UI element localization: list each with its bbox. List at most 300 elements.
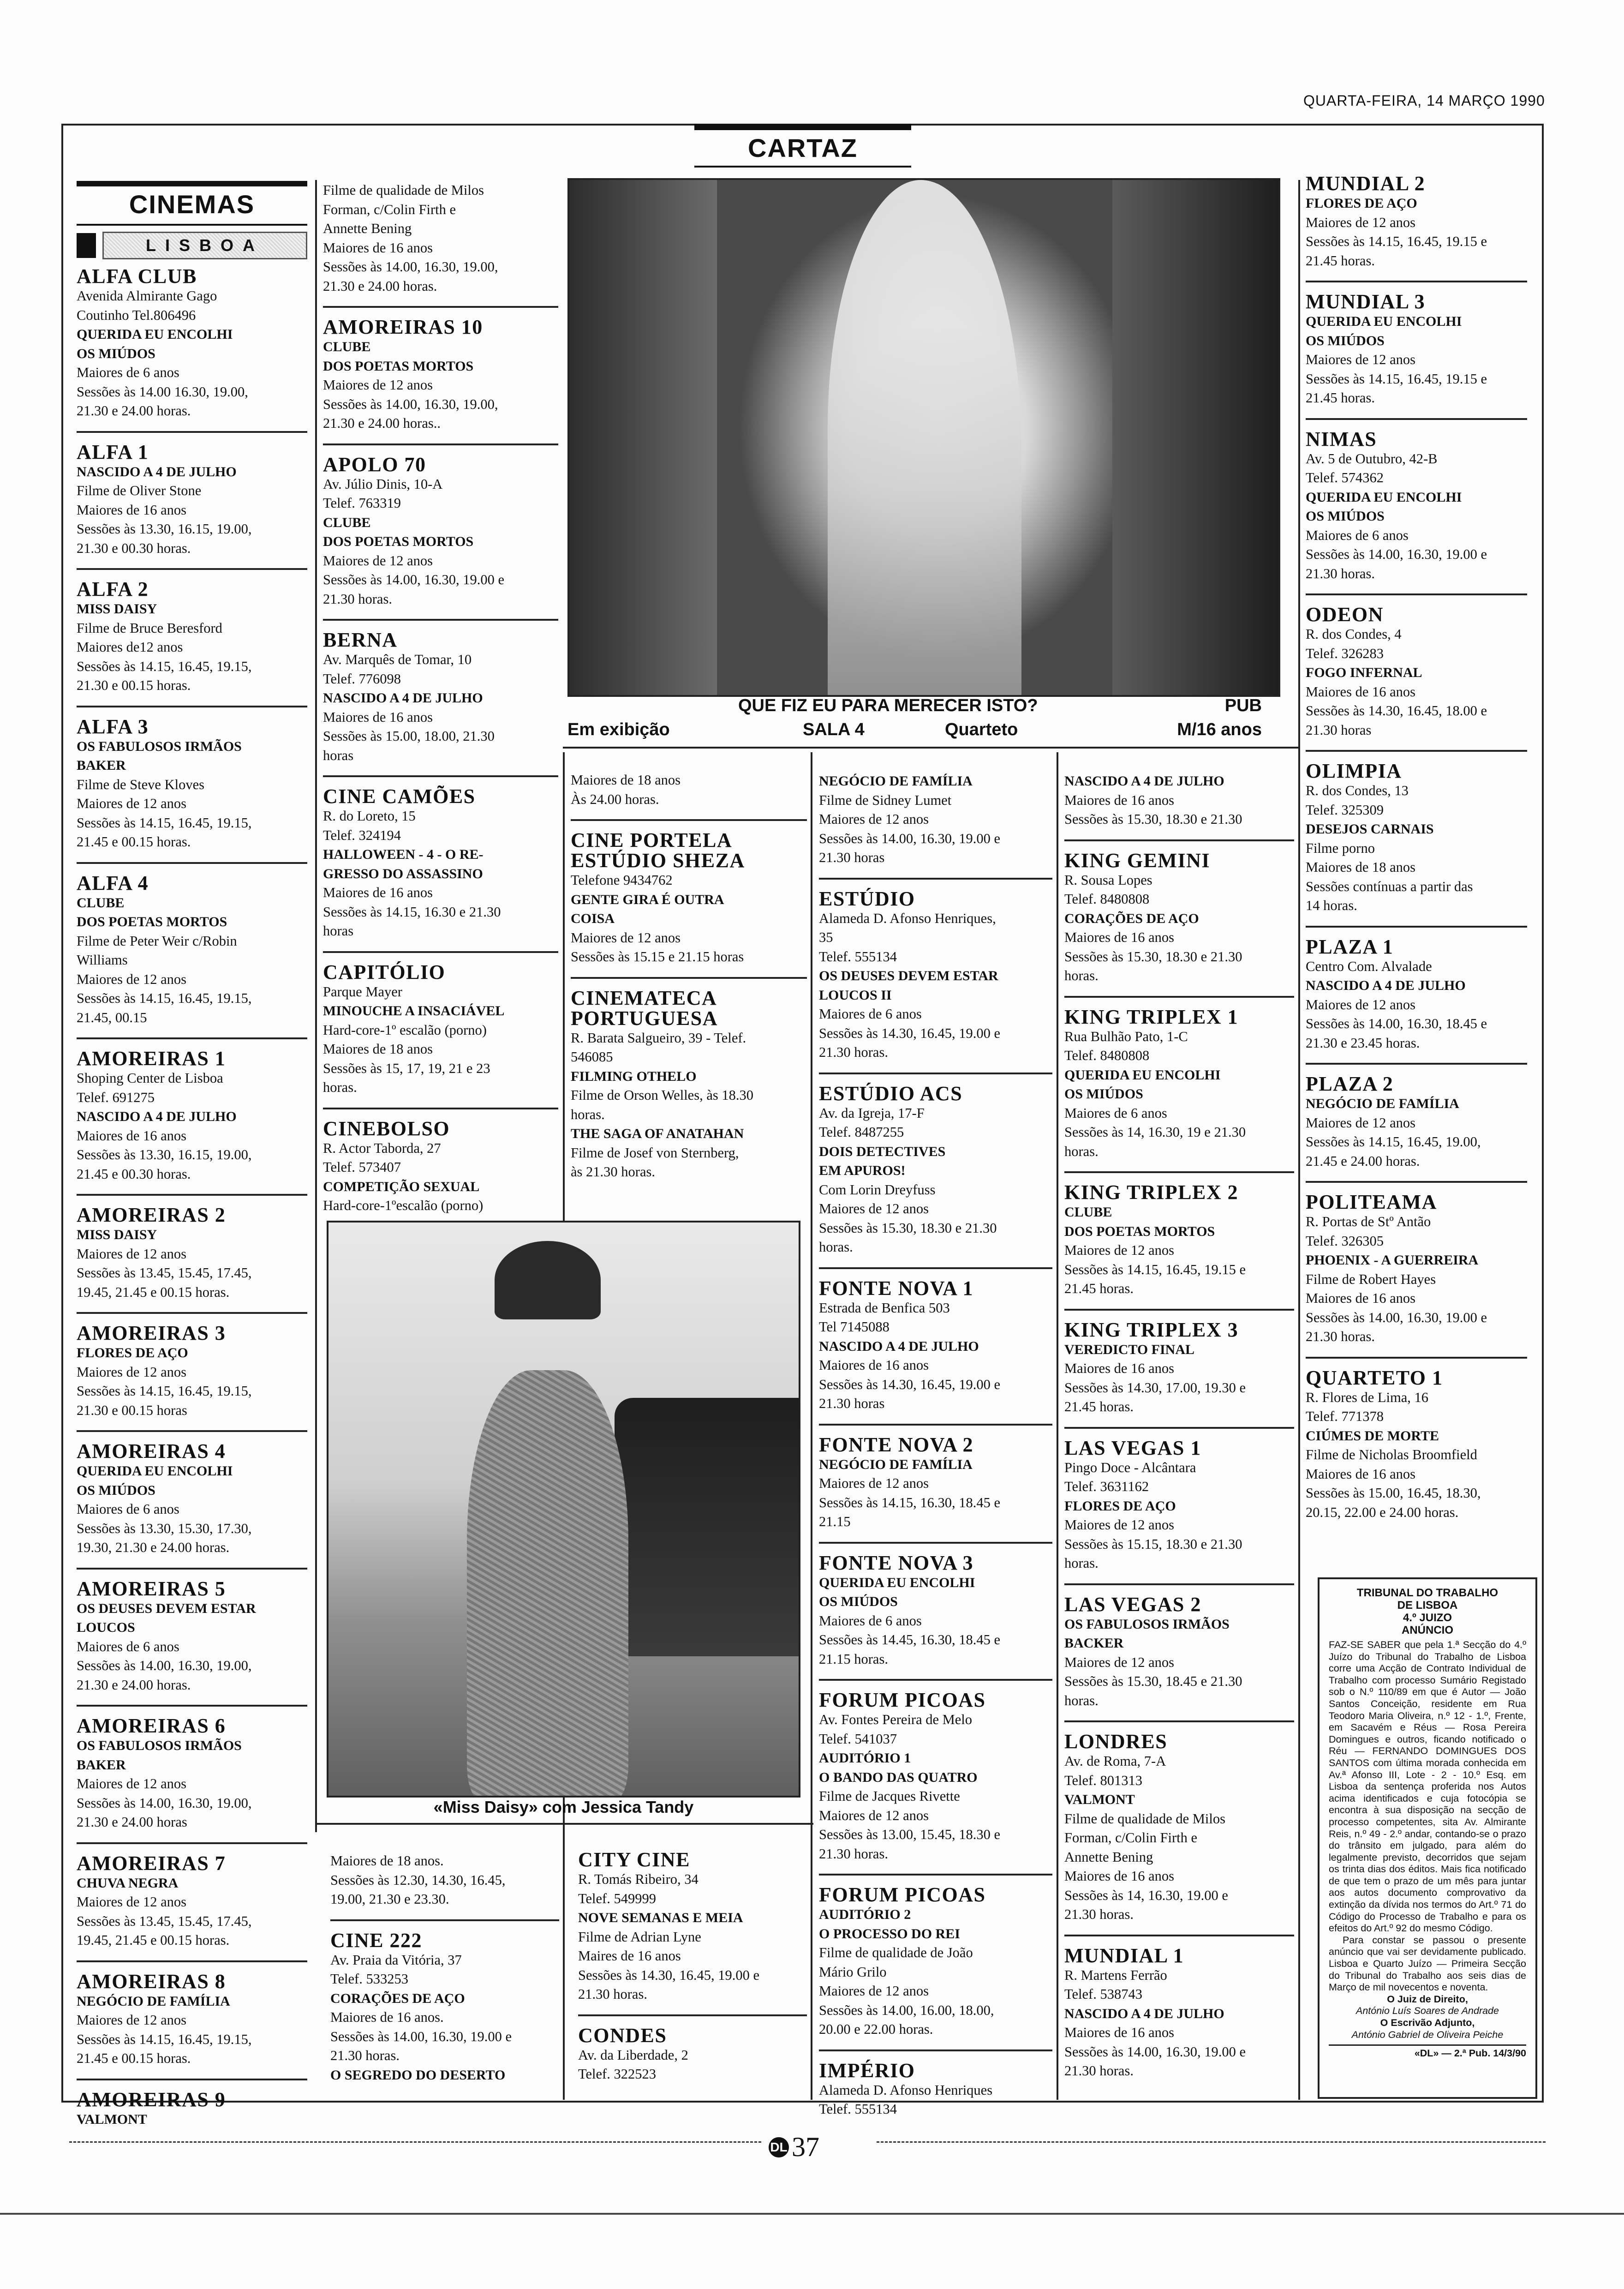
cinema-entry [571, 771, 807, 821]
cinema-name: LONDRES [1064, 1730, 1168, 1753]
column-3-bottom [578, 1850, 807, 2099]
listing-line: 21.45 horas. [1306, 390, 1375, 406]
film-title: OS FABULOSOS IRMÃOS [1064, 1616, 1230, 1632]
cinema-name: FORUM PICOAS [819, 1689, 986, 1711]
listing-line: às 21.30 horas. [571, 1164, 655, 1180]
listing-line: Maiores de 12 anos [1306, 1115, 1416, 1131]
legal-judge: António Luís Soares de Andrade [1356, 2005, 1499, 2017]
dateline: QUARTA-FEIRA, 14 MARÇO 1990 [1303, 92, 1545, 109]
listing-line: horas [323, 923, 354, 939]
listing-line: 21.30 e 24.00 horas. [77, 403, 191, 419]
listing-line: Maiores de 12 anos [1306, 996, 1416, 1013]
ad-pub-label: PUB [1224, 696, 1262, 715]
listing-line: 19.45, 21.45 e 00.15 horas. [77, 1284, 230, 1300]
listing-line: Maiores de 16 anos [77, 502, 187, 518]
listing-line: Sessões às 15, 17, 19, 21 e 23 [323, 1060, 490, 1076]
cinema-name: AMOREIRAS 10 [323, 316, 483, 338]
cinema-entry [323, 1119, 558, 1226]
listing-line: Sessões às 13.00, 15.45, 18.30 e [819, 1827, 1001, 1842]
film-title: COISA [571, 911, 615, 926]
film-title: FLORES DE AÇO [77, 1345, 188, 1360]
cinema-entry [1064, 1438, 1294, 1585]
cinema-name: FORUM PICOAS [819, 1883, 986, 1906]
film-title: OS MIÚDOS [819, 1594, 898, 1609]
listing-line: 21.45 horas. [1064, 1281, 1134, 1296]
cinema-entry [323, 181, 558, 308]
listing-line: Forman, c/Colin Firth e [1064, 1830, 1198, 1846]
film-title: NASCIDO A 4 DE JULHO [77, 1109, 237, 1124]
listing-line: 21.30 horas. [323, 591, 392, 607]
listing-line: Telef. 555134 [819, 948, 897, 965]
listing-line: Sessões às 13.45, 15.45, 17.45, [77, 1265, 252, 1281]
film-title: DOS POETAS MORTOS [323, 358, 474, 374]
film-title: AUDITÓRIO 1 [819, 1750, 911, 1766]
listing-line: Sessões às 15.15 e 21.15 horas [571, 949, 744, 965]
listing-line: Maiores de 6 anos [819, 1006, 922, 1022]
film-title: QUERIDA EU ENCOLHI [819, 1575, 975, 1590]
cinema-entry [330, 1930, 559, 2095]
listing-line: Alameda D. Afonso Henriques, [819, 910, 996, 926]
cinema-name: CITY CINE [578, 1848, 690, 1871]
cinema-list [1064, 772, 1294, 2091]
listing-line: Av. Marquês de Tomar, 10 [323, 652, 472, 667]
listing-line: Maiores de 16 anos [323, 240, 433, 256]
cinema-name: FONTE NOVA 2 [819, 1433, 974, 1456]
listing-line: Telef. 573407 [323, 1159, 401, 1175]
cinema-name: KING GEMINI [1064, 849, 1210, 872]
listing-line: Annette Bening [1064, 1849, 1153, 1865]
listing-line: Telef. 8487255 [819, 1124, 904, 1140]
listing-line: 19.30, 21.30 e 24.00 horas. [77, 1540, 230, 1555]
listing-line: Sessões às 13.45, 15.45, 17.45, [77, 1913, 252, 1929]
listing-line: Sessões às 14.00, 16.30, 18.45 e [1306, 1016, 1487, 1031]
listing-line: Maiores de 12 anos [571, 929, 681, 946]
listing-line: 21.30 e 24.00 horas.. [323, 415, 441, 431]
film-title: MISS DAISY [77, 1227, 157, 1242]
listing-line: Telef. 776098 [323, 671, 401, 687]
cinema-name: ESTÚDIO ACS [819, 1082, 963, 1105]
listing-line: Av. Praia da Vitória, 37 [330, 1952, 462, 1968]
listing-line: Maiores de 6 anos [819, 1612, 922, 1629]
film-title: DOS POETAS MORTOS [77, 914, 227, 929]
listing-line: Maiores de 12 anos [819, 1983, 929, 1999]
listing-line: 21.30 e 24.00 horas [77, 1814, 187, 1830]
listing-line: 21.15 horas. [819, 1651, 888, 1667]
listing-line: Maiores de 12 anos [1306, 352, 1416, 367]
listing-line: 20.15, 22.00 e 24.00 horas. [1306, 1504, 1459, 1520]
film-title: VEREDICTO FINAL [1064, 1342, 1194, 1357]
cinema-name: BERNA [323, 629, 398, 651]
listing-line: Filme porno [1306, 840, 1375, 856]
cinema-name: FONTE NOVA 3 [819, 1551, 974, 1574]
listing-line: Av. Fontes Pereira de Melo [819, 1712, 973, 1727]
cinema-entry [819, 772, 1052, 880]
listing-line: Maires de 16 anos [578, 1948, 681, 1964]
listing-line: Av. da Igreja, 17-F [819, 1105, 925, 1121]
film-title: O SEGREDO DO DESERTO [330, 2067, 506, 2083]
listing-line: 21.30 e 00.30 horas. [77, 540, 191, 556]
listing-line: 21.45 e 00.15 horas. [77, 834, 191, 850]
cinema-entry [1064, 1946, 1294, 2091]
column-2-bottom [330, 1852, 559, 2101]
listing-line: Sessões às 14.15, 16.45, 19.15 e [1306, 371, 1487, 387]
listing-line: Sessões contínuas a partir das [1306, 878, 1473, 894]
listing-line: Maiores de 16 anos [1064, 1360, 1175, 1376]
listing-line: Maiores de 16 anos [819, 1357, 929, 1373]
film-title: BAKER [77, 758, 126, 773]
film-title: THE SAGA OF ANATAHAN [571, 1126, 744, 1141]
cinema-list [1306, 174, 1527, 1532]
film-title: NEGÓCIO DE FAMÍLIA [1306, 1096, 1459, 1111]
listing-line: Maiores de 6 anos [77, 1501, 179, 1517]
film-title: OS MIÚDOS [1306, 509, 1385, 524]
listing-line: Telef. 322523 [578, 2066, 656, 2082]
listing-line: Sessões às 14.00, 16.00, 18.00, [819, 2002, 994, 2018]
listing-line: R. Actor Taborda, 27 [323, 1140, 441, 1156]
cinema-entry [77, 1441, 307, 1570]
column-divider [1057, 752, 1058, 2100]
cinema-entry [77, 1323, 307, 1432]
listing-line: Williams [77, 952, 128, 968]
listing-line: Maiores de 12 anos [77, 1364, 187, 1380]
cinema-entry [1064, 1007, 1294, 1174]
listing-line: Maiores de12 anos [77, 639, 183, 655]
cinema-entry [77, 1971, 307, 2080]
listing-line: Maiores de 12 anos [819, 1475, 929, 1491]
listing-line: 21.30 horas. [819, 1846, 888, 1862]
cinema-name: AMOREIRAS 8 [77, 1970, 226, 1993]
listing-line: Filme de Orson Welles, às 18.30 [571, 1087, 753, 1103]
listing-line: Av. da Liberdade, 2 [578, 2047, 688, 2063]
listing-line: 21.30 horas [1306, 722, 1372, 738]
listing-line: Sessões às 15.30, 18.30 e 21.30 [1064, 948, 1242, 965]
film-title: QUERIDA EU ENCOLHI [1306, 314, 1462, 329]
film-title: COMPETIÇÃO SEXUAL [323, 1179, 480, 1194]
cinema-entry [323, 455, 558, 621]
listing-line: Sessões às 14.15, 16.45, 19.15 e [1306, 234, 1487, 249]
listing-line: 21.45 horas. [1306, 252, 1375, 269]
listing-line: Sessões às 15.15, 18.30 e 21.30 [1064, 1536, 1242, 1552]
cinema-entry [77, 717, 307, 864]
cinema-entry [77, 2090, 307, 2139]
cinema-name: QUARTETO 1 [1306, 1366, 1443, 1389]
listing-line: Filme de Jacques Rivette [819, 1788, 960, 1804]
film-title: CHUVA NEGRA [77, 1875, 179, 1891]
listing-line: Sessões às 14.30, 16.45, 19.00 e [578, 1967, 760, 1983]
cinema-name: NIMAS [1306, 427, 1377, 450]
film-title: MINOUCHE A INSACIÁVEL [323, 1003, 505, 1019]
listing-line: 21.30 horas. [1064, 2063, 1134, 2079]
listing-line: Maiores de 12 anos [77, 1894, 187, 1910]
listing-line: Maiores de 18 anos [323, 1041, 433, 1057]
listing-line: Maiores de 12 anos [1064, 1517, 1175, 1533]
listing-line: 21.15 [819, 1514, 851, 1529]
listing-line: Maiores de 16 anos. [330, 2009, 444, 2025]
film-title: NASCIDO A 4 DE JULHO [1306, 978, 1466, 993]
cinema-entry [77, 1049, 307, 1196]
film-title: DOIS DETECTIVES [819, 1144, 946, 1159]
legal-heading-2: DE LISBOA [1397, 1599, 1458, 1612]
film-title: OS FABULOSOS IRMÃOS [77, 738, 242, 754]
cinema-name: CINEBOLSO [323, 1117, 450, 1140]
legal-heading-1: TRIBUNAL DO TRABALHO [1356, 1587, 1499, 1599]
cinema-name: LAS VEGAS 1 [1064, 1436, 1201, 1459]
listing-line: Sessões às 14.15, 16.45, 19.15, [77, 990, 252, 1006]
film-title: AUDITÓRIO 2 [819, 1907, 911, 1922]
cinema-name: AMOREIRAS 5 [77, 1577, 226, 1600]
listing-line: R. Tomás Ribeiro, 34 [578, 1871, 699, 1887]
listing-line: Sessões às 14.30, 16.45, 19.00 e [819, 1025, 1001, 1041]
listing-line: Sessões às 14.00, 16.30, 19.00 e [1306, 1309, 1487, 1325]
cinema-entry [77, 266, 307, 433]
listing-line: 19.45, 21.45 e 00.15 horas. [77, 1932, 230, 1948]
cinema-name: KING TRIPLEX 3 [1064, 1318, 1239, 1341]
listing-line: R. dos Condes, 13 [1306, 783, 1409, 798]
cinema-entry [571, 988, 807, 1192]
listing-line: Av. Júlio Dinis, 10-A [323, 476, 443, 492]
listing-line: Sessões às 14.15, 16.45, 19.15, [77, 2031, 252, 2047]
listing-line: Maiores de 16 anos [77, 1127, 187, 1144]
listing-line: Às 24.00 horas. [571, 791, 659, 807]
listing-line: Com Lorin Dreyfuss [819, 1181, 936, 1198]
legal-judge-label: O Juiz de Direito, [1387, 1993, 1468, 2005]
listing-line: Maiores de 12 anos [77, 1246, 187, 1262]
film-title: CIÚMES DE MORTE [1306, 1428, 1439, 1444]
listing-line: Alameda D. Afonso Henriques [819, 2082, 993, 2098]
cinema-name: MUNDIAL 1 [1064, 1944, 1184, 1967]
listing-line: Maiores de 16 anos [323, 709, 433, 725]
film-title: EM APUROS! [819, 1163, 906, 1178]
legal-heading-4: ANÚNCIO [1402, 1624, 1453, 1636]
square-icon [77, 233, 96, 258]
cinema-entry [77, 442, 307, 570]
cinema-entry [1306, 429, 1527, 596]
listing-line: 21.30 horas [819, 850, 885, 865]
ad-title-row [567, 696, 1280, 714]
film-title: CORAÇÕES DE AÇO [330, 1990, 465, 2006]
cinema-name: CINE 222 [330, 1929, 423, 1952]
listing-line: 21.45 e 00.30 horas. [77, 1166, 191, 1182]
listing-line: Filme de qualidade de João [819, 1945, 973, 1960]
listing-line: Sessões às 14.15, 16.30, 18.45 e [819, 1494, 1001, 1510]
cinema-entry [1306, 1368, 1527, 1533]
listing-line: Telef. 326283 [1306, 645, 1384, 661]
listing-line: Hard-core-1ºescalão (porno) [323, 1198, 484, 1213]
film-title: VALMONT [77, 2111, 147, 2127]
listing-line: Sessões às 13.30, 16.15, 19.00, [77, 521, 252, 537]
listing-line: Maiores de 12 anos [77, 2012, 187, 2028]
listing-line: R. do Loreto, 15 [323, 808, 416, 824]
ad-film-title: QUE FIZ EU PARA MERECER ISTO? [738, 696, 1038, 715]
film-title: LOUCOS [77, 1620, 135, 1635]
listing-line: 21.45 e 24.00 horas. [1306, 1153, 1420, 1169]
dl-logo: DL [769, 2137, 789, 2157]
miss-daisy-photo [327, 1221, 800, 1798]
column-3 [571, 771, 807, 1214]
cinema-entry [1306, 1074, 1527, 1183]
cinema-entry [571, 830, 807, 979]
cinema-entry [819, 2061, 1052, 2129]
film-title: QUERIDA EU ENCOLHI [77, 327, 233, 342]
listing-line: Sessões às 14.15, 16.30 e 21.30 [323, 904, 501, 920]
listing-line: Sessões às 14.00, 16.30, 19.00, [323, 396, 498, 412]
listing-line: Telef. 533253 [330, 1971, 408, 1987]
listing-line: Sessões às 14.00, 16.30, 19.00 e [1064, 2043, 1246, 2060]
listing-line: Maiores de 16 anos [1064, 2025, 1175, 2040]
listing-line: 21.30 horas. [330, 2048, 400, 2063]
listing-line: Hard-core-1º escalão (porno) [323, 1022, 487, 1038]
cinema-entry [77, 1205, 307, 1314]
listing-line: R. Flores de Lima, 16 [1306, 1389, 1428, 1405]
legal-heading-3: 4.º JUIZO [1403, 1612, 1452, 1624]
listing-line: Sessões às 13.30, 15.30, 17.30, [77, 1520, 252, 1536]
ad-cinema: Quarteto [945, 720, 1018, 739]
film-title: CLUBE [1064, 1204, 1112, 1220]
lisboa-label: LISBOA [102, 232, 307, 259]
cinema-name: AMOREIRAS 3 [77, 1322, 226, 1344]
listing-line: 21.30 horas. [1306, 565, 1375, 581]
cinema-name: ALFA 2 [77, 578, 149, 600]
listing-line: Telef. 574362 [1306, 470, 1384, 485]
listing-line: Telef. 538743 [1064, 1986, 1142, 2002]
cinema-entry [1064, 1320, 1294, 1429]
listing-line: Maiores de 12 anos [1064, 1654, 1175, 1670]
listing-line: Maiores de 16 anos [1306, 1290, 1416, 1306]
film-title: NOVE SEMANAS E MEIA [578, 1910, 743, 1925]
cinema-name: POLITEAMA [1306, 1191, 1437, 1213]
listing-line: Filme de Bruce Beresford [77, 620, 222, 636]
film-title: GENTE GIRA É OUTRA [571, 892, 724, 907]
listing-line: Maiores de 18 anos. [330, 1853, 444, 1869]
cinema-name: AMOREIRAS 2 [77, 1204, 226, 1226]
cinema-name: ODEON [1306, 603, 1384, 626]
listing-line: Maiores de 12 anos [1064, 1242, 1175, 1258]
listing-line: Maiores de 18 anos [571, 772, 681, 788]
column-5 [1064, 772, 1294, 2101]
page-number: 37 [792, 2132, 819, 2162]
film-title: FLORES DE AÇO [1306, 196, 1417, 211]
listing-line: Maiores de 12 anos [819, 1201, 929, 1216]
cinema-list [578, 1850, 807, 2094]
ad-info-row [567, 720, 1280, 740]
cinema-list [330, 1852, 559, 2095]
listing-line: Telef. 325309 [1306, 802, 1384, 818]
cinema-list [77, 266, 307, 2139]
film-title: QUERIDA EU ENCOLHI [77, 1463, 233, 1479]
legal-clerk: António Gabriel de Oliveira Peiche [1351, 2029, 1504, 2040]
page-footer [769, 2131, 819, 2163]
cinema-name: IMPÉRIO [819, 2059, 915, 2082]
listing-line: Maiores de 6 anos [77, 1638, 179, 1654]
listing-line: Sessões às 15.30, 18.30 e 21.30 [819, 1220, 997, 1236]
cinema-list [819, 772, 1052, 2129]
legal-clerk-label: O Escrivão Adjunto, [1380, 2017, 1475, 2028]
listing-line: Maiores de 12 anos [819, 1807, 929, 1823]
film-title: DESEJOS CARNAIS [1306, 821, 1434, 837]
film-title: FOGO INFERNAL [1306, 665, 1422, 680]
film-title: FILMING OTHELO [571, 1068, 697, 1084]
cinema-name: AMOREIRAS 7 [77, 1852, 226, 1875]
film-title: GRESSO DO ASSASSINO [323, 866, 483, 881]
cinema-entry [77, 873, 307, 1040]
cinema-name: AMOREIRAS 6 [77, 1714, 226, 1737]
film-title: CLUBE [323, 515, 371, 530]
column-6 [1306, 174, 1527, 1567]
film-title: BAKER [77, 1757, 126, 1773]
listing-line: Tel 7145088 [819, 1319, 890, 1335]
listing-line: Sessões às 14.30, 16.45, 18.00 e [1306, 703, 1487, 719]
cinema-entry [1064, 1732, 1294, 1936]
listing-line: Pingo Doce - Alcântara [1064, 1459, 1196, 1475]
listing-line: Centro Com. Alvalade [1306, 958, 1432, 974]
listing-line: 21.30 e 24.00 horas. [77, 1677, 191, 1693]
film-title: HALLOWEEN - 4 - O RE- [323, 847, 484, 862]
listing-line: Maiores de 16 anos [1306, 683, 1416, 700]
cinema-entry [1306, 937, 1527, 1065]
listing-line: Estrada de Benfica 503 [819, 1300, 950, 1316]
listing-line: R. Barata Salgueiro, 39 - Telef. [571, 1030, 746, 1046]
film-title: VALMONT [1064, 1792, 1135, 1807]
listing-line: Sessões às 14.00, 16.30, 19.00 e [323, 572, 505, 587]
listing-line: Telef. 324194 [323, 827, 401, 843]
listing-line: Maiores de 16 anos [1306, 1466, 1416, 1482]
listing-line: 21.30 horas. [1064, 1906, 1134, 1922]
cinemas-heading: CINEMAS [77, 181, 307, 226]
cinema-name: MUNDIAL 2 [1306, 172, 1426, 195]
listing-line: Maiores de 12 anos [77, 796, 187, 811]
film-title: NASCIDO A 4 DE JULHO [1064, 2006, 1224, 2021]
photo-caption: «Miss Daisy» com Jessica Tandy [433, 1798, 694, 1816]
listing-line: Telef. 326305 [1306, 1233, 1384, 1249]
cinema-entry [323, 630, 558, 777]
film-title: O BANDO DAS QUATRO [819, 1769, 978, 1785]
listing-line: Sessões às 15.30, 18.45 e 21.30 [1064, 1673, 1242, 1689]
listing-line: Telef. 691275 [77, 1089, 155, 1105]
cinema-entry [578, 1850, 807, 2016]
lisboa-banner [77, 232, 307, 259]
listing-line: Maiores de 12 anos [77, 1776, 187, 1792]
listing-line: 14 horas. [1306, 898, 1357, 913]
listing-line: Sessões às 14.00 16.30, 19.00, [77, 383, 248, 400]
listing-line: Filme de Josef von Sternberg, [571, 1144, 739, 1161]
cinema-name: ALFA CLUB [77, 265, 197, 288]
listing-line: R. Martens Ferrão [1064, 1967, 1167, 1983]
listing-line: 21.30 e 23.45 horas. [1306, 1035, 1420, 1051]
listing-line: Sessões às 14.00, 16.30, 19.00, [323, 259, 498, 275]
film-title: PHOENIX - A GUERREIRA [1306, 1252, 1479, 1268]
column-2 [323, 181, 558, 1213]
listing-line: Mário Grilo [819, 1964, 887, 1980]
listing-line: horas [323, 747, 354, 763]
listing-line: Sessões às 14.15, 16.45, 19.15 e [1064, 1261, 1246, 1277]
listing-line: Sessões às 14.00, 16.30, 19.00 e [330, 2028, 512, 2044]
listing-line: Sessões às 14, 16.30, 19 e 21.30 [1064, 1124, 1246, 1140]
legal-body-2: Para constar se passou o presente anúncio que vai ser devidamente publicado. Lisboa e Quarto Juízo — Primeira Secção do Tribunal do Trabalho aos seis dias de Março de mil novecentos e noventa. [1329, 1934, 1526, 1993]
cinema-entry [819, 1435, 1052, 1544]
film-title: CLUBE [323, 339, 371, 354]
cinema-entry [330, 1852, 559, 1921]
film-title: NEGÓCIO DE FAMÍLIA [819, 1456, 973, 1472]
listing-line: 21.45 horas. [1064, 1399, 1134, 1414]
listing-line: Sessões às 14.15, 16.45, 19.15, [77, 1383, 252, 1399]
listing-line: horas. [1064, 968, 1099, 983]
cinema-entry [1306, 761, 1527, 928]
listing-line: 21.45 e 00.15 horas. [77, 2050, 191, 2066]
listing-line: Maiores de 6 anos [1064, 1105, 1167, 1121]
listing-line: Coutinho Tel.806496 [77, 307, 196, 323]
listing-line: Filme de Sidney Lumet [819, 792, 952, 808]
cinema-entry [819, 1084, 1052, 1269]
